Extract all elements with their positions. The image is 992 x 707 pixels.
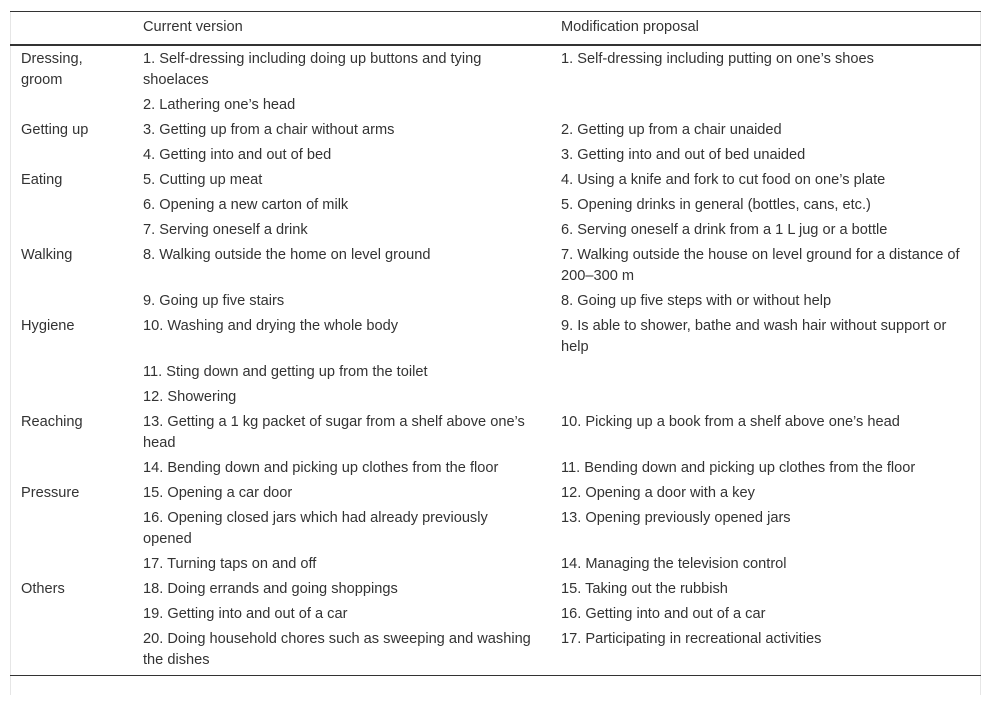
table-row bbox=[10, 193, 981, 218]
row-current-version: 20. Doing household chores such as sweeping and washing the dishes bbox=[132, 627, 550, 676]
row-modification-proposal: 11. Bending down and picking up clothes from the floor bbox=[561, 460, 916, 476]
row-current-version: 4. Getting into and out of bed bbox=[143, 147, 332, 163]
table-row bbox=[10, 602, 981, 627]
row-category bbox=[10, 385, 132, 410]
row-current-version: 14. Bending down and picking up clothes from the floor bbox=[143, 460, 499, 476]
table-row bbox=[10, 314, 981, 360]
row-current-version: 12. Showering bbox=[143, 389, 237, 405]
row-current-version: 16. Opening closed jars which had already previously opened bbox=[143, 510, 488, 547]
row-modification-proposal bbox=[550, 93, 981, 118]
table-row bbox=[10, 243, 981, 289]
row-modification-proposal: 13. Opening previously opened jars bbox=[561, 510, 791, 526]
row-category: Dressing, groom bbox=[21, 51, 83, 88]
row-category bbox=[10, 360, 132, 385]
table-row bbox=[10, 218, 981, 243]
row-modification-proposal: 12. Opening a door with a key bbox=[561, 485, 755, 501]
comparison-table bbox=[10, 11, 981, 676]
row-current-version: 10. Washing and drying the whole body bbox=[143, 318, 399, 334]
table-row bbox=[10, 289, 981, 314]
row-current-version: 13. Getting a 1 kg packet of sugar from a shelf above one’s head bbox=[143, 414, 525, 451]
row-current-version: 17. Turning taps on and off bbox=[143, 556, 317, 572]
row-modification-proposal: 10. Picking up a book from a shelf above one’s head bbox=[561, 414, 900, 430]
table-row bbox=[10, 168, 981, 193]
row-category: Getting up bbox=[21, 122, 89, 138]
table-row bbox=[10, 360, 981, 385]
row-category bbox=[10, 143, 132, 168]
row-modification-proposal: 15. Taking out the rubbish bbox=[561, 581, 728, 597]
row-current-version: 15. Opening a car door bbox=[143, 485, 293, 501]
row-modification-proposal: 4. Using a knife and fork to cut food on one’s plate bbox=[561, 172, 886, 188]
row-modification-proposal: 7. Walking outside the house on level ground for a distance of 200–300 m bbox=[561, 247, 960, 284]
row-current-version: 5. Cutting up meat bbox=[143, 172, 263, 188]
row-category bbox=[10, 602, 132, 627]
table-row bbox=[10, 143, 981, 168]
table-row bbox=[10, 385, 981, 410]
row-category bbox=[10, 456, 132, 481]
row-modification-proposal: 6. Serving oneself a drink from a 1 L jug or a bottle bbox=[561, 222, 888, 238]
row-modification-proposal bbox=[550, 360, 981, 385]
row-current-version: 6. Opening a new carton of milk bbox=[143, 197, 349, 213]
row-current-version: 1. Self-dressing including doing up buttons and tying shoelaces bbox=[143, 51, 482, 88]
table-row bbox=[10, 93, 981, 118]
table-row bbox=[10, 45, 981, 93]
row-modification-proposal: 2. Getting up from a chair unaided bbox=[561, 122, 782, 138]
row-current-version: 9. Going up five stairs bbox=[143, 293, 285, 309]
row-category: Eating bbox=[21, 172, 63, 188]
row-modification-proposal: 5. Opening drinks in general (bottles, cans, etc.) bbox=[561, 197, 871, 213]
row-modification-proposal: 9. Is able to shower, bathe and wash hair without support or help bbox=[561, 318, 947, 355]
row-category bbox=[10, 218, 132, 243]
table-row bbox=[10, 456, 981, 481]
row-current-version: 3. Getting up from a chair without arms bbox=[143, 122, 395, 138]
row-modification-proposal: 1. Self-dressing including putting on one’s shoes bbox=[561, 51, 874, 67]
row-current-version: 11. Sting down and getting up from the toilet bbox=[143, 364, 428, 380]
row-category: Pressure bbox=[21, 485, 80, 501]
table-header-row bbox=[10, 12, 981, 46]
row-category: Others bbox=[21, 581, 65, 597]
header-current-version: Current version bbox=[132, 12, 550, 46]
row-category: Reaching bbox=[21, 414, 83, 430]
row-modification-proposal: 16. Getting into and out of a car bbox=[561, 606, 766, 622]
row-category bbox=[10, 627, 132, 676]
table-row bbox=[10, 410, 981, 456]
row-current-version: 8. Walking outside the home on level ground bbox=[143, 247, 431, 263]
row-current-version: 19. Getting into and out of a car bbox=[143, 606, 348, 622]
row-modification-proposal: 8. Going up five steps with or without help bbox=[561, 293, 832, 309]
row-category: Walking bbox=[21, 247, 73, 263]
row-category bbox=[10, 552, 132, 577]
row-modification-proposal: 17. Participating in recreational activities bbox=[550, 627, 981, 676]
table-row bbox=[10, 577, 981, 602]
row-category bbox=[10, 193, 132, 218]
row-current-version: 2. Lathering one’s head bbox=[143, 97, 296, 113]
comparison-table-container bbox=[10, 11, 981, 676]
row-modification-proposal bbox=[550, 385, 981, 410]
row-category bbox=[10, 289, 132, 314]
row-category bbox=[10, 93, 132, 118]
row-current-version: 18. Doing errands and going shoppings bbox=[143, 581, 398, 597]
row-modification-proposal: 3. Getting into and out of bed unaided bbox=[561, 147, 806, 163]
header-modification-proposal: Modification proposal bbox=[550, 12, 981, 46]
row-current-version: 7. Serving oneself a drink bbox=[143, 222, 308, 238]
table-row bbox=[10, 481, 981, 506]
table-row bbox=[10, 506, 981, 552]
table-row bbox=[10, 552, 981, 577]
row-modification-proposal: 14. Managing the television control bbox=[561, 556, 787, 572]
table-row bbox=[10, 118, 981, 143]
row-category bbox=[10, 506, 132, 552]
header-category bbox=[10, 12, 132, 46]
table-row bbox=[10, 627, 981, 676]
row-category: Hygiene bbox=[21, 318, 75, 334]
